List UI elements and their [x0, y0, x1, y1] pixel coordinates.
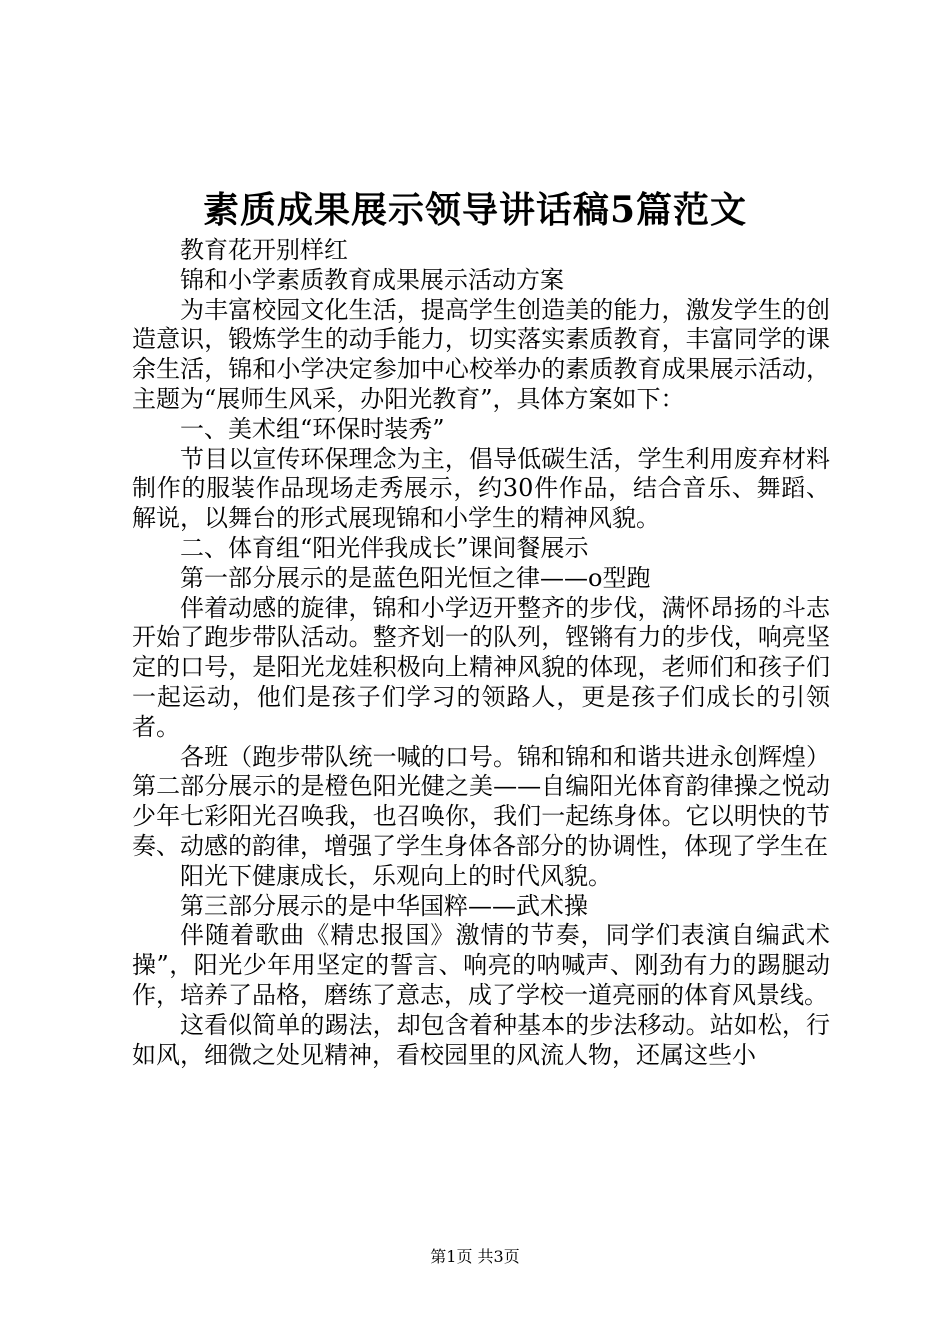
paragraph: 为丰富校园文化生活，提高学生创造美的能力，激发学生的创造意识，锻炼学生的动手能力，切实落实素质教育，丰富同学的课余生活，锦和小学决定参加中心校举办的素质教育成果展示活动，主题为“展师生风采，办阳光教育”，具体方案如下：: [132, 295, 830, 413]
document-body: [132, 236, 830, 1070]
page-footer: 第1页 共3页: [430, 1247, 520, 1266]
paragraph: 伴随着歌曲《精忠报国》激情的节奏，同学们表演自编武术操”，阳光少年用坚定的誓言、响亮的呐喊声、刚劲有力的踢腿动作，培养了品格，磨练了意志，成了学校一道亮丽的体育风景线。: [132, 921, 830, 1009]
paragraph: 第一部分展示的是蓝色阳光恒之律——o型跑: [180, 563, 651, 592]
document-title: 素质成果展示领导讲话稿5篇范文: [202, 189, 748, 231]
paragraph: 教育花开别样红: [180, 236, 348, 264]
paragraph: 一、美术组“环保时装秀”: [180, 414, 445, 443]
paragraph: 这看似简单的踢法，却包含着种基本的步法移动。站如松，行如风，细微之处见精神，看校园里的风流人物，还属这些小: [132, 1010, 830, 1069]
paragraph: 各班（跑步带队统一喊的口号。锦和锦和和谐共进永创辉煌）第二部分展示的是橙色阳光健之美——自编阳光体育韵律操之悦动少年七彩阳光召唤我，也召唤你，我们一起练身体。它以明快的节奏、动感的韵律，增强了学生身体各部分的协调性，体现了学生在: [132, 742, 830, 860]
paragraph: 锦和小学素质教育成果展示活动方案: [180, 265, 564, 294]
paragraph: 伴着动感的旋律，锦和小学迈开整齐的步伐，满怀昂扬的斗志开始了跑步带队活动。整齐划一的队列，铿锵有力的步伐，响亮坚定的口号，是阳光龙娃积极向上精神风貌的体现，老师们和孩子们一起运动，他们是孩子们学习的领路人，更是孩子们成长的引领者。: [132, 593, 830, 741]
paragraph: 阳光下健康成长，乐观向上的时代风貌。: [180, 861, 612, 890]
paragraph: 第三部分展示的是中华国粹——武术操: [180, 891, 588, 920]
paragraph: 节目以宣传环保理念为主，倡导低碳生活，学生利用废弃材料制作的服装作品现场走秀展示，约30件作品，结合音乐、舞蹈、解说，以舞台的形式展现锦和小学生的精神风貌。: [132, 444, 830, 533]
paragraph: 二、体育组“阳光伴我成长”课间餐展示: [180, 533, 589, 562]
